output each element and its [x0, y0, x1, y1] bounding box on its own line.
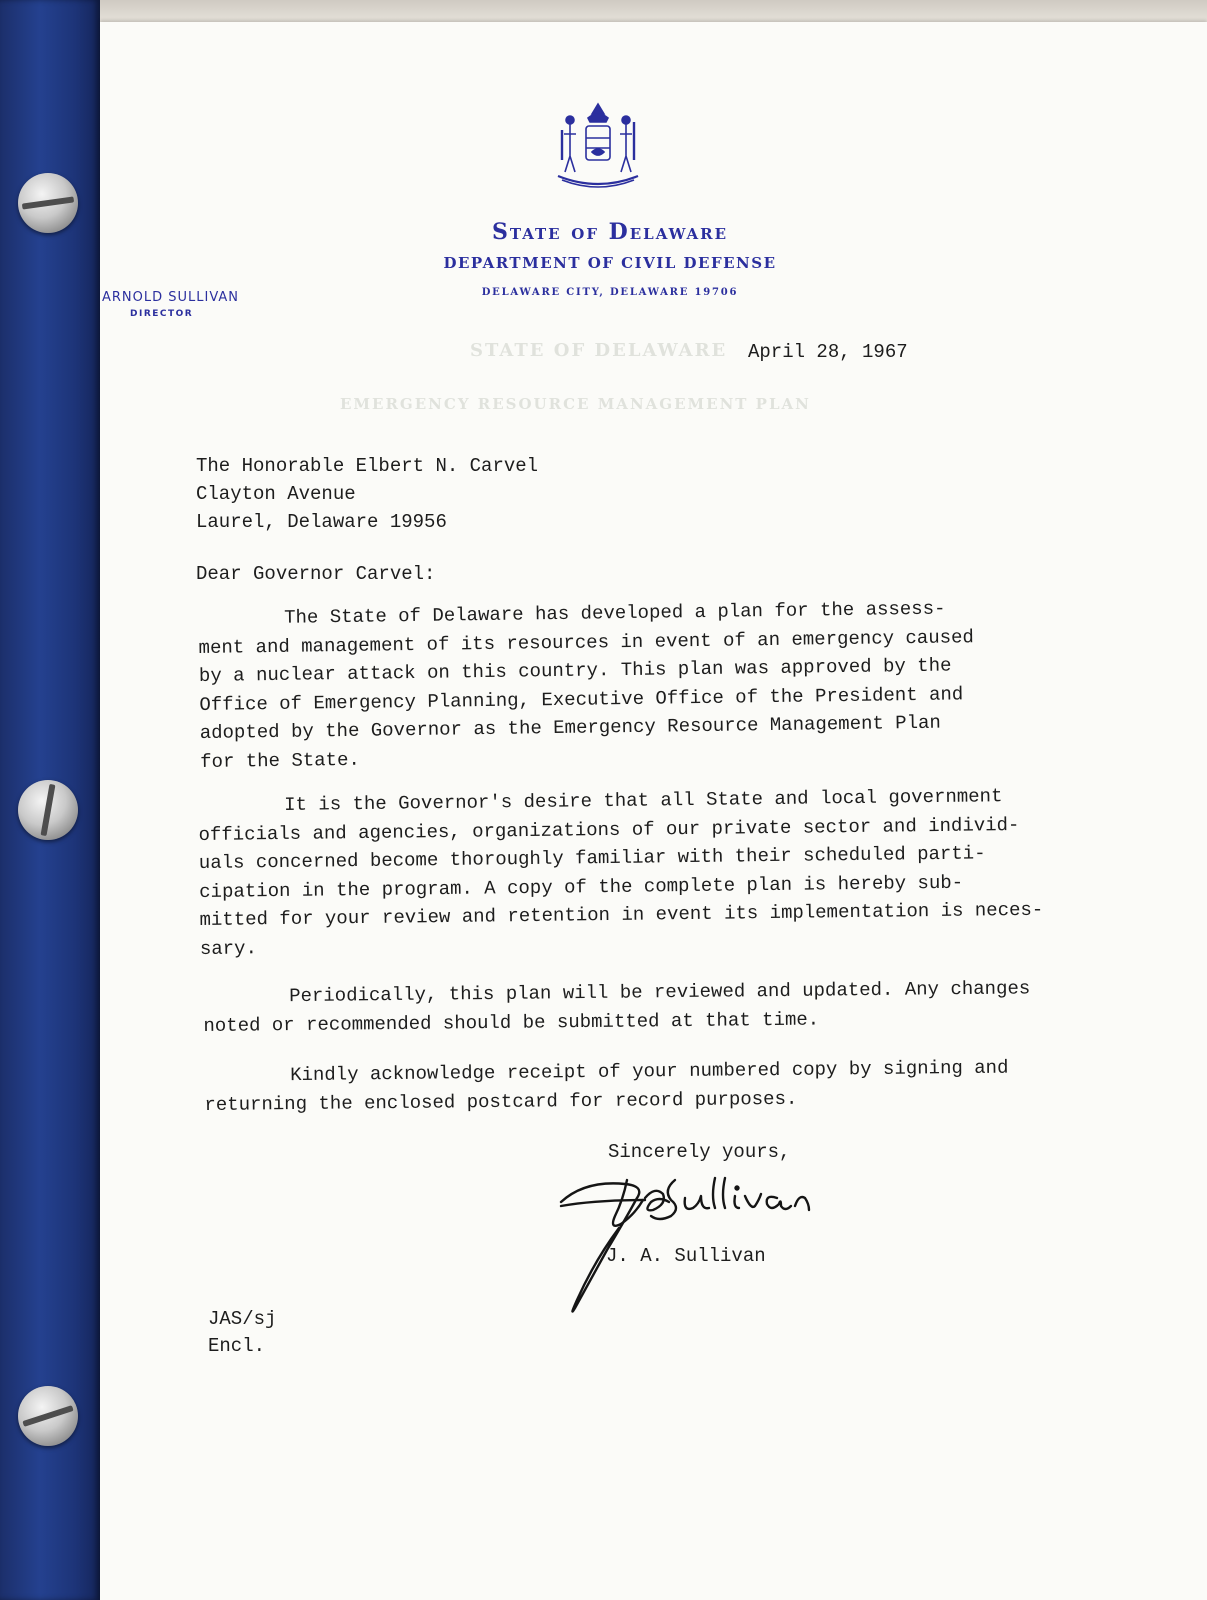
- paragraph-line: The State of Delaware has developed a plan for the assess-: [284, 597, 946, 629]
- paragraph-line: Periodically, this plan will be reviewed and updated. Any changes: [289, 977, 1031, 1008]
- show-through-text: STATE OF DELAWARE: [470, 340, 728, 361]
- paragraph-line: officials and agencies, organizations of our private sector and individ-: [198, 813, 1020, 846]
- typist-initials: JAS/sj: [208, 1308, 277, 1330]
- binder-screw-icon: [18, 1386, 78, 1446]
- director-title: DIRECTOR: [130, 309, 194, 319]
- letterhead-department: DEPARTMENT OF CIVIL DEFENSE: [443, 254, 777, 272]
- paragraph-line: by a nuclear attack on this country. This plan was approved by the: [198, 654, 952, 687]
- paragraph-line: Kindly acknowledge receipt of your numbered copy by signing and: [290, 1056, 1009, 1087]
- body-paragraph: [204, 1054, 1009, 1119]
- recipient-city: Laurel, Delaware 19956: [196, 511, 447, 533]
- body-paragraph: [198, 594, 976, 776]
- letterhead-state: State of Delaware: [491, 219, 729, 245]
- state-seal-icon: [548, 100, 648, 192]
- recipient-name: The Honorable Elbert N. Carvel: [196, 455, 539, 477]
- paragraph-line: returning the enclosed postcard for record purposes.: [204, 1087, 798, 1116]
- body-paragraph: [203, 974, 1031, 1040]
- paragraph-line: noted or recommended should be submitted at that time.: [203, 1008, 820, 1037]
- paragraph-line: for the State.: [200, 748, 360, 773]
- recipient-street: Clayton Avenue: [196, 483, 356, 505]
- paragraph-line: sary.: [199, 936, 258, 960]
- paragraph-line: ment and management of its resources in event of an emergency caused: [198, 625, 974, 659]
- paragraph-line: mitted for your review and retention in event its implementation is neces-: [199, 898, 1044, 931]
- binder-screw-icon: [18, 780, 78, 840]
- recipient-address: [196, 452, 538, 536]
- letterhead-city: DELAWARE CITY, DELAWARE 19706: [481, 287, 739, 298]
- enclosure-note: Encl.: [208, 1335, 266, 1357]
- show-through-text: EMERGENCY RESOURCE MANAGEMENT PLAN: [340, 395, 811, 413]
- closing: Sincerely yours,: [608, 1141, 791, 1163]
- binder-spine: [0, 0, 100, 1600]
- page-edge: [100, 0, 1207, 22]
- binder-screw-icon: [18, 173, 78, 233]
- body-paragraph: [198, 782, 1044, 963]
- paragraph-line: cipation in the program. A copy of the complete plan is hereby sub-: [199, 871, 964, 903]
- paragraph-line: adopted by the Governor as the Emergency Resource Management Plan: [199, 711, 941, 744]
- paragraph-line: uals concerned become thoroughly familiar with their scheduled parti-: [198, 842, 986, 874]
- signer-name: J. A. Sullivan: [606, 1245, 766, 1267]
- paragraph-line: It is the Governor's desire that all State and local government: [284, 785, 1003, 816]
- paragraph-line: Office of Emergency Planning, Executive Office of the President and: [199, 682, 964, 716]
- letter-date: April 28, 1967: [748, 341, 908, 363]
- salutation: Dear Governor Carvel:: [196, 563, 436, 585]
- director-name: ARNOLD SULLIVAN: [102, 290, 240, 305]
- handwritten-signature: [555, 1150, 895, 1320]
